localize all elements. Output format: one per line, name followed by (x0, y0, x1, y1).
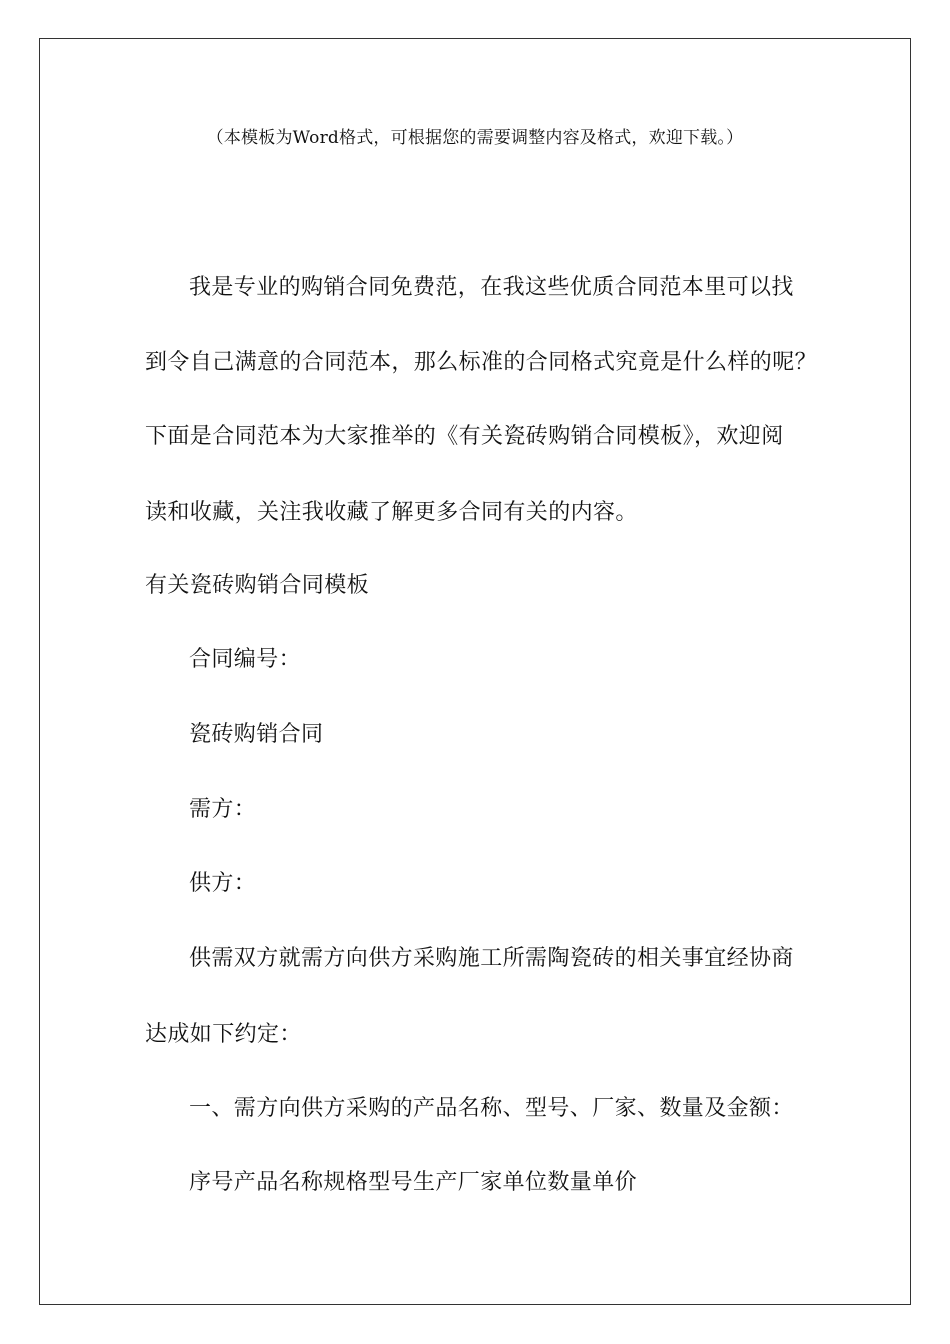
section-one-heading: 一、需方向供方采购的产品名称、型号、厂家、数量及金额： (189, 1096, 794, 1121)
agreement-line-1: 供需双方就需方向供方采购施工所需陶瓷砖的相关事宜经协商 (189, 946, 794, 971)
buyer-label: 需方： (189, 797, 257, 822)
agreement-line-2: 达成如下约定： (145, 1022, 302, 1047)
intro-line-4: 读和收藏，关注我收藏了解更多合同有关的内容。 (145, 500, 638, 525)
template-note: （本模板为Word格式，可根据您的需要调整内容及格式，欢迎下载。） (206, 128, 744, 148)
document-title: 有关瓷砖购销合同模板 (145, 573, 370, 598)
intro-line-1: 我是专业的购销合同免费范，在我这些优质合同范本里可以找 (189, 275, 794, 300)
intro-line-2: 到令自己满意的合同范本，那么标准的合同格式究竟是什么样的呢？ (145, 350, 818, 375)
intro-line-3: 下面是合同范本为大家推举的《有关瓷砖购销合同模板》，欢迎阅 (145, 424, 784, 449)
table-header-text: 序号产品名称规格型号生产厂家单位数量单价 (189, 1170, 638, 1195)
contract-number-label: 合同编号： (189, 647, 302, 672)
contract-name: 瓷砖购销合同 (189, 722, 324, 747)
supplier-label: 供方： (189, 871, 257, 896)
